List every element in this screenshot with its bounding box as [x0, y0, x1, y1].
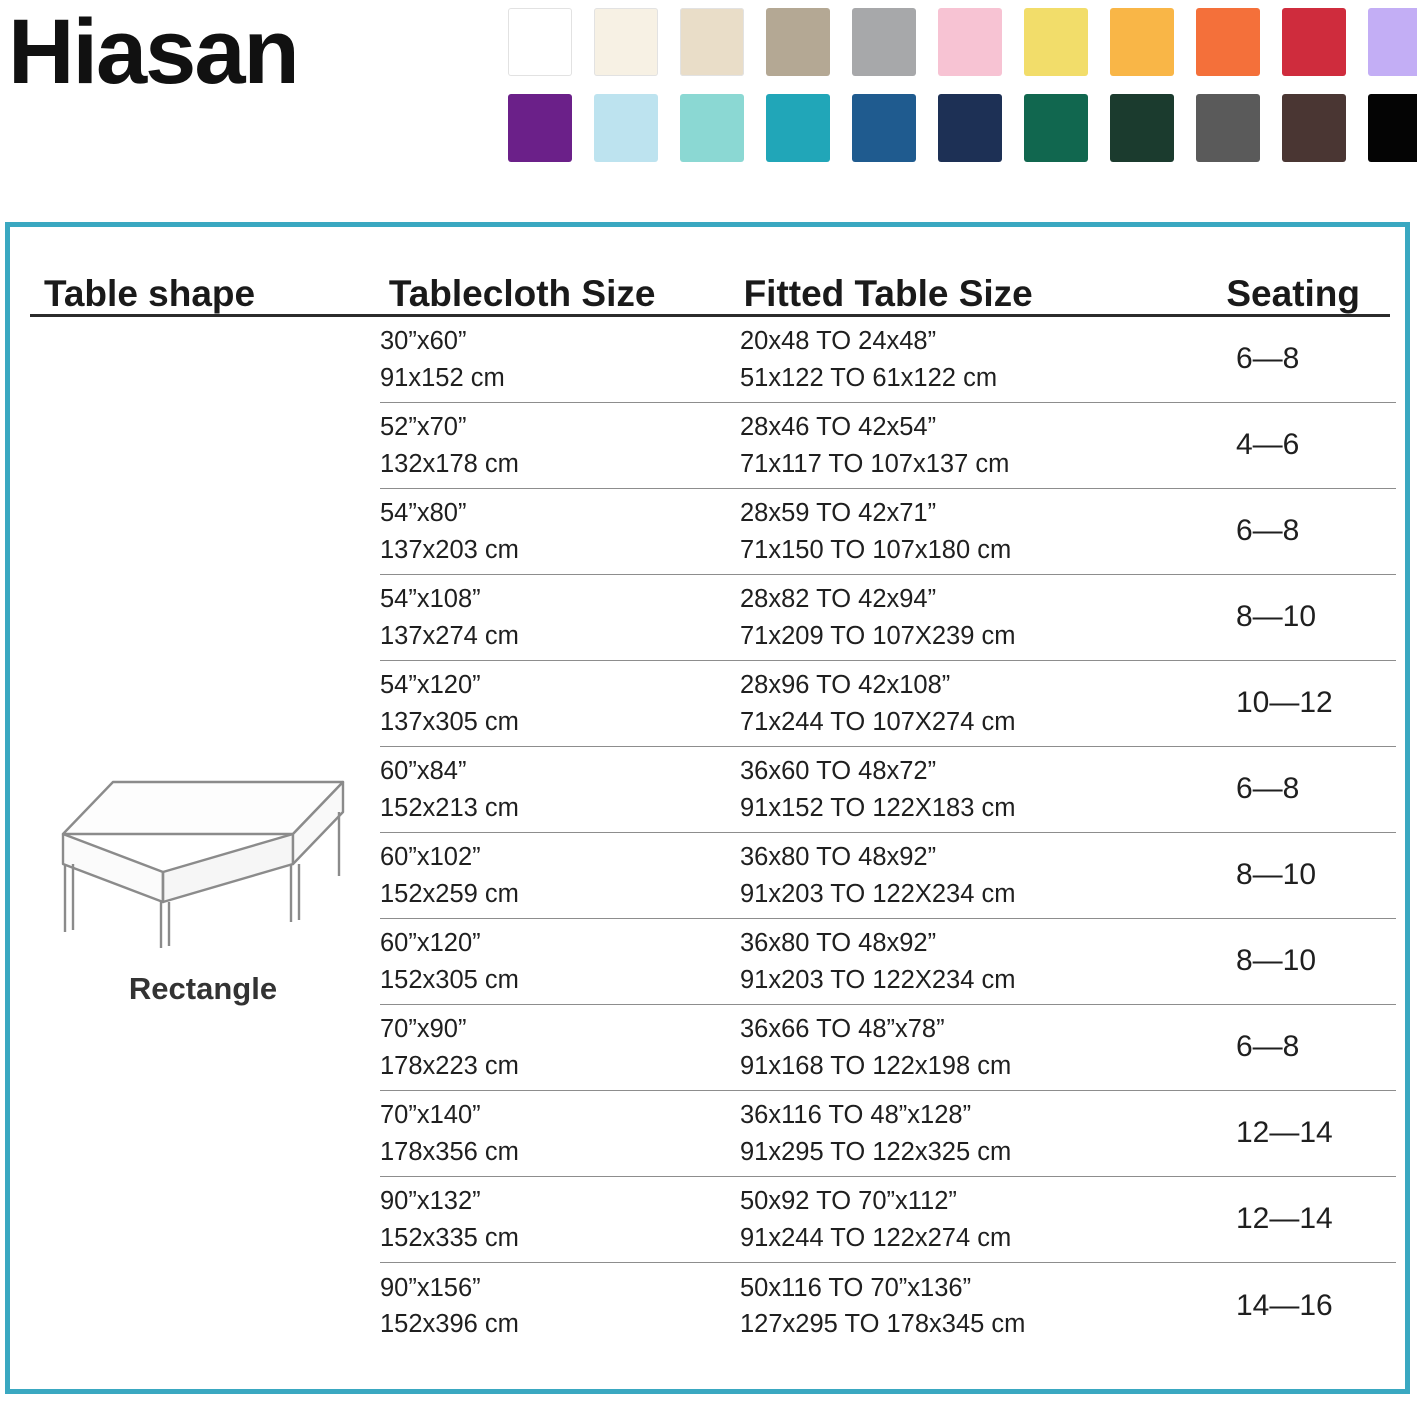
table-header-row — [30, 245, 1390, 317]
rectangle-table-illustration — [38, 772, 368, 1007]
fitted-size-cm: 127x295 TO 178x345 cm — [740, 1310, 1026, 1338]
color-swatch-black[interactable] — [1368, 94, 1417, 162]
fitted-size-cm: 91x203 TO 122X234 cm — [740, 879, 1016, 908]
table-row — [380, 489, 1396, 575]
table-row — [380, 747, 1396, 833]
size-chart-card — [5, 222, 1410, 1394]
fitted-size-inches: 50x116 TO 70”x136” — [740, 1273, 972, 1302]
tablecloth-size-inches: 60”x84” — [380, 757, 467, 786]
tablecloth-size-inches: 60”x102” — [380, 843, 481, 872]
color-swatch-pink[interactable] — [938, 8, 1002, 76]
fitted-size-cm: 71x244 TO 107X274 cm — [740, 707, 1016, 736]
color-swatch-purple[interactable] — [508, 94, 572, 162]
cell-seating: 12—14 — [1236, 1202, 1333, 1236]
fitted-size-cm: 71x117 TO 107x137 cm — [740, 449, 1010, 478]
cell-seating: 4—6 — [1236, 428, 1300, 462]
tablecloth-size-cm: 152x213 cm — [380, 793, 519, 822]
table-row — [380, 833, 1396, 919]
color-swatch-red[interactable] — [1282, 8, 1346, 76]
color-swatch-ivory[interactable] — [594, 8, 658, 76]
cell-fitted-table-size — [740, 495, 1230, 567]
fitted-size-inches: 28x96 TO 42x108” — [740, 671, 951, 700]
table-row — [380, 1263, 1396, 1349]
cell-fitted-table-size — [740, 1097, 1230, 1169]
color-swatch-dark-green[interactable] — [1110, 94, 1174, 162]
color-swatch-dark-brown[interactable] — [1282, 94, 1346, 162]
cell-tablecloth-size — [380, 1183, 740, 1255]
fitted-size-cm: 91x203 TO 122X234 cm — [740, 965, 1016, 994]
color-swatch-orange[interactable] — [1196, 8, 1260, 76]
cell-seating: 8—10 — [1236, 858, 1317, 892]
color-swatch-navy[interactable] — [938, 94, 1002, 162]
fitted-size-inches: 28x59 TO 42x71” — [740, 499, 937, 528]
column-header-seating: Seating — [1226, 273, 1360, 315]
tablecloth-size-cm: 91x152 cm — [380, 363, 505, 392]
fitted-size-cm: 71x209 TO 107X239 cm — [740, 621, 1016, 650]
table-body — [30, 317, 1390, 1349]
cell-tablecloth-size — [380, 495, 740, 567]
cell-fitted-table-size — [740, 925, 1230, 997]
table-shape-label: Rectangle — [128, 971, 278, 1006]
table-row — [380, 575, 1396, 661]
color-swatch-beige[interactable] — [680, 8, 744, 76]
tablecloth-size-inches: 54”x108” — [380, 585, 481, 614]
cell-tablecloth-size — [380, 1270, 740, 1342]
fitted-size-inches: 28x82 TO 42x94” — [740, 585, 937, 614]
tablecloth-size-cm: 137x305 cm — [380, 707, 519, 736]
table-row — [380, 1091, 1396, 1177]
fitted-size-cm: 91x152 TO 122X183 cm — [740, 793, 1016, 822]
cell-fitted-table-size — [740, 1270, 1230, 1342]
fitted-size-cm: 91x244 TO 122x274 cm — [740, 1223, 1012, 1252]
fitted-size-inches: 36x60 TO 48x72” — [740, 757, 937, 786]
cell-seating: 8—10 — [1236, 944, 1317, 978]
rectangle-table-icon — [43, 772, 363, 952]
column-header-fitted-table-size: Fitted Table Size — [743, 273, 1033, 315]
fitted-size-inches: 28x46 TO 42x54” — [740, 413, 937, 442]
cell-fitted-table-size — [740, 409, 1230, 481]
color-swatch-teal[interactable] — [766, 94, 830, 162]
fitted-size-cm: 71x150 TO 107x180 cm — [740, 535, 1012, 564]
cell-tablecloth-size — [380, 1097, 740, 1169]
tablecloth-size-cm: 152x396 cm — [380, 1310, 519, 1338]
tablecloth-size-cm: 137x203 cm — [380, 535, 519, 564]
color-swatch-steel-blue[interactable] — [852, 94, 916, 162]
column-header-tablecloth-size: Tablecloth Size — [388, 273, 656, 315]
cell-tablecloth-size — [380, 667, 740, 739]
tablecloth-size-inches: 70”x90” — [380, 1015, 467, 1044]
cell-seating: 6—8 — [1236, 514, 1300, 548]
tablecloth-size-cm: 132x178 cm — [380, 449, 519, 478]
cell-tablecloth-size — [380, 925, 740, 997]
table-row — [380, 1005, 1396, 1091]
table-rows — [380, 317, 1396, 1349]
fitted-size-inches: 36x80 TO 48x92” — [740, 929, 937, 958]
tablecloth-size-cm: 152x335 cm — [380, 1223, 519, 1252]
cell-tablecloth-size — [380, 323, 740, 395]
fitted-size-cm: 51x122 TO 61x122 cm — [740, 363, 998, 392]
cell-fitted-table-size — [740, 1183, 1230, 1255]
color-swatch-white[interactable] — [508, 8, 572, 76]
color-swatch-aqua[interactable] — [680, 94, 744, 162]
cell-fitted-table-size — [740, 839, 1230, 911]
color-swatch-charcoal-gray[interactable] — [1196, 94, 1260, 162]
tablecloth-size-inches: 52”x70” — [380, 413, 467, 442]
table-row — [380, 317, 1396, 403]
cell-tablecloth-size — [380, 1011, 740, 1083]
tablecloth-size-inches: 70”x140” — [380, 1101, 481, 1130]
tablecloth-size-cm: 178x223 cm — [380, 1051, 519, 1080]
color-swatch-taupe[interactable] — [766, 8, 830, 76]
tablecloth-size-cm: 178x356 cm — [380, 1137, 519, 1166]
cell-fitted-table-size — [740, 581, 1230, 653]
tablecloth-size-cm: 152x305 cm — [380, 965, 519, 994]
fitted-size-cm: 91x295 TO 122x325 cm — [740, 1137, 1012, 1166]
cell-tablecloth-size — [380, 839, 740, 911]
tablecloth-size-inches: 30”x60” — [380, 327, 467, 356]
tablecloth-size-inches: 54”x80” — [380, 499, 467, 528]
cell-fitted-table-size — [740, 323, 1230, 395]
color-swatch-yellow[interactable] — [1024, 8, 1088, 76]
cell-seating: 6—8 — [1236, 342, 1300, 376]
tablecloth-size-inches: 60”x120” — [380, 929, 481, 958]
fitted-size-inches: 20x48 TO 24x48” — [740, 327, 937, 356]
fitted-size-inches: 36x116 TO 48”x128” — [740, 1101, 972, 1130]
tablecloth-size-inches: 90”x156” — [380, 1273, 481, 1302]
brand-logo: Hiasan — [8, 1, 298, 103]
size-chart-table — [30, 245, 1390, 1349]
cell-seating: 6—8 — [1236, 1030, 1300, 1064]
cell-fitted-table-size — [740, 1011, 1230, 1083]
cell-seating: 6—8 — [1236, 772, 1300, 806]
cell-tablecloth-size — [380, 753, 740, 825]
cell-seating: 14—16 — [1236, 1288, 1333, 1322]
fitted-size-inches: 36x66 TO 48”x78” — [740, 1015, 945, 1044]
fitted-size-inches: 36x80 TO 48x92” — [740, 843, 937, 872]
table-row — [380, 919, 1396, 1005]
table-row — [380, 1177, 1396, 1263]
tablecloth-size-inches: 54”x120” — [380, 671, 481, 700]
table-shape-cell — [30, 317, 380, 1349]
cell-seating: 10—12 — [1236, 686, 1333, 720]
cell-seating: 8—10 — [1236, 600, 1317, 634]
table-row — [380, 661, 1396, 747]
table-row — [380, 403, 1396, 489]
color-swatch-emerald[interactable] — [1024, 94, 1088, 162]
tablecloth-size-inches: 90”x132” — [380, 1187, 481, 1216]
color-swatch-lavender[interactable] — [1368, 8, 1417, 76]
cell-seating: 12—14 — [1236, 1116, 1333, 1150]
tablecloth-size-cm: 152x259 cm — [380, 879, 519, 908]
cell-fitted-table-size — [740, 753, 1230, 825]
fitted-size-cm: 91x168 TO 122x198 cm — [740, 1051, 1012, 1080]
color-swatch-light-blue[interactable] — [594, 94, 658, 162]
tablecloth-size-cm: 137x274 cm — [380, 621, 519, 650]
page-header — [0, 0, 1417, 180]
color-swatch-gold[interactable] — [1110, 8, 1174, 76]
column-header-table-shape: Table shape — [44, 273, 256, 315]
color-swatch-gray[interactable] — [852, 8, 916, 76]
cell-tablecloth-size — [380, 409, 740, 481]
color-swatch-grid — [508, 8, 1417, 166]
cell-tablecloth-size — [380, 581, 740, 653]
cell-fitted-table-size — [740, 667, 1230, 739]
fitted-size-inches: 50x92 TO 70”x112” — [740, 1187, 957, 1216]
